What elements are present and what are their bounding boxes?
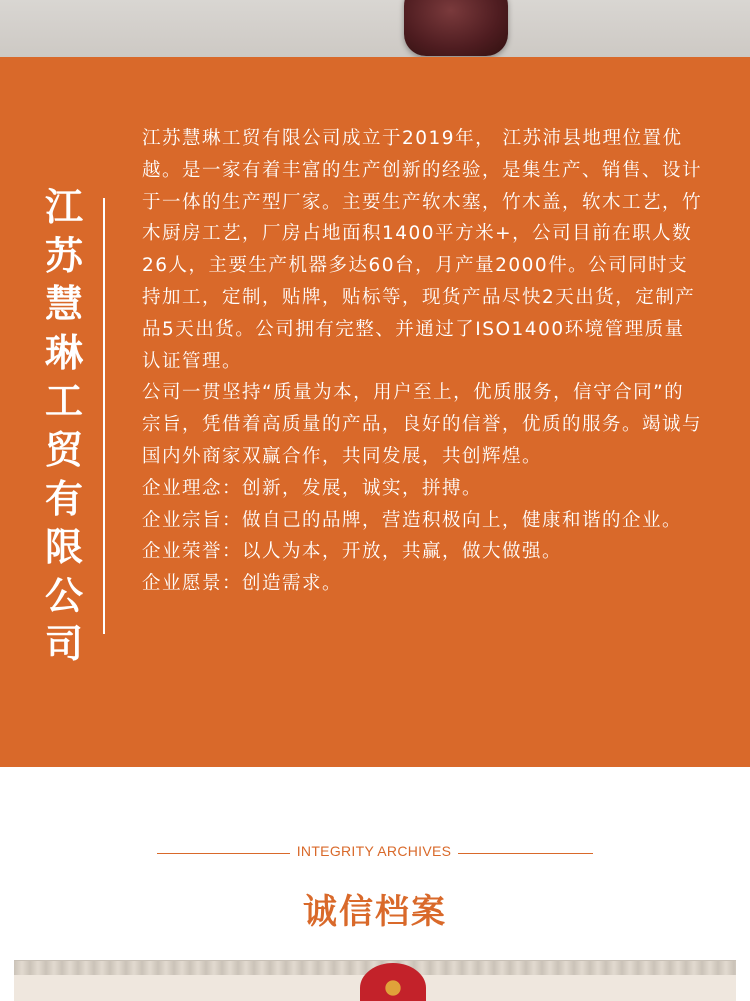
intro-paragraph-principles: 公司一贯坚持“质量为本，用户至上，优质服务，信守合同”的宗旨，凭借着高质量的产品，良好的信誉，优质的服务。竭诚与国内外商家双赢合作，共同发展，共创辉煌。 (142, 382, 703, 467)
company-intro-text (142, 123, 704, 600)
title-divider (103, 198, 105, 634)
intro-paragraph-purpose: 企业宗旨：做自己的品牌，营造积极向上，健康和谐的企业。 (142, 509, 683, 531)
intro-paragraph-vision: 企业愿景：创造需求。 (142, 573, 343, 595)
header-rule-left (157, 853, 290, 854)
leather-chair-image (404, 0, 508, 56)
intro-paragraph-philosophy: 企业理念：创新，发展，诚实，拼搏。 (142, 477, 483, 499)
header-rule-right (458, 853, 593, 854)
intro-paragraph-overview: 江苏慧琳工贸有限公司成立于2019年， 江苏沛县地理位置优越。是一家有着丰富的生产创新的经验，是集生产、销售、设计于一体的生产型厂家。主要生产软木塞，竹木盖，软木工艺，竹木厨房工艺，厂房占地面积1400平方米+，公司目前在职人数26人，主要生产机器多达60台，月产量2000件。公司同时支持加工，定制，贴牌，贴标等，现货产品尽快2天出货，定制产品5天出货。公司拥有完整、并通过了ISO1400环境管理质量认证管理。 (142, 128, 703, 372)
company-intro-panel (0, 57, 750, 767)
archives-section-header (0, 835, 750, 875)
certificate-photo (14, 960, 736, 1001)
office-chair-photo (0, 0, 750, 57)
company-name-vertical-title: 江苏慧琳工贸有限公司 (44, 184, 83, 667)
archives-english-title: INTEGRITY ARCHIVES (296, 843, 452, 859)
archives-chinese-title: 诚信档案 (303, 892, 447, 932)
intro-paragraph-honor: 企业荣誉：以人为本，开放，共赢，做大做强。 (142, 541, 563, 563)
